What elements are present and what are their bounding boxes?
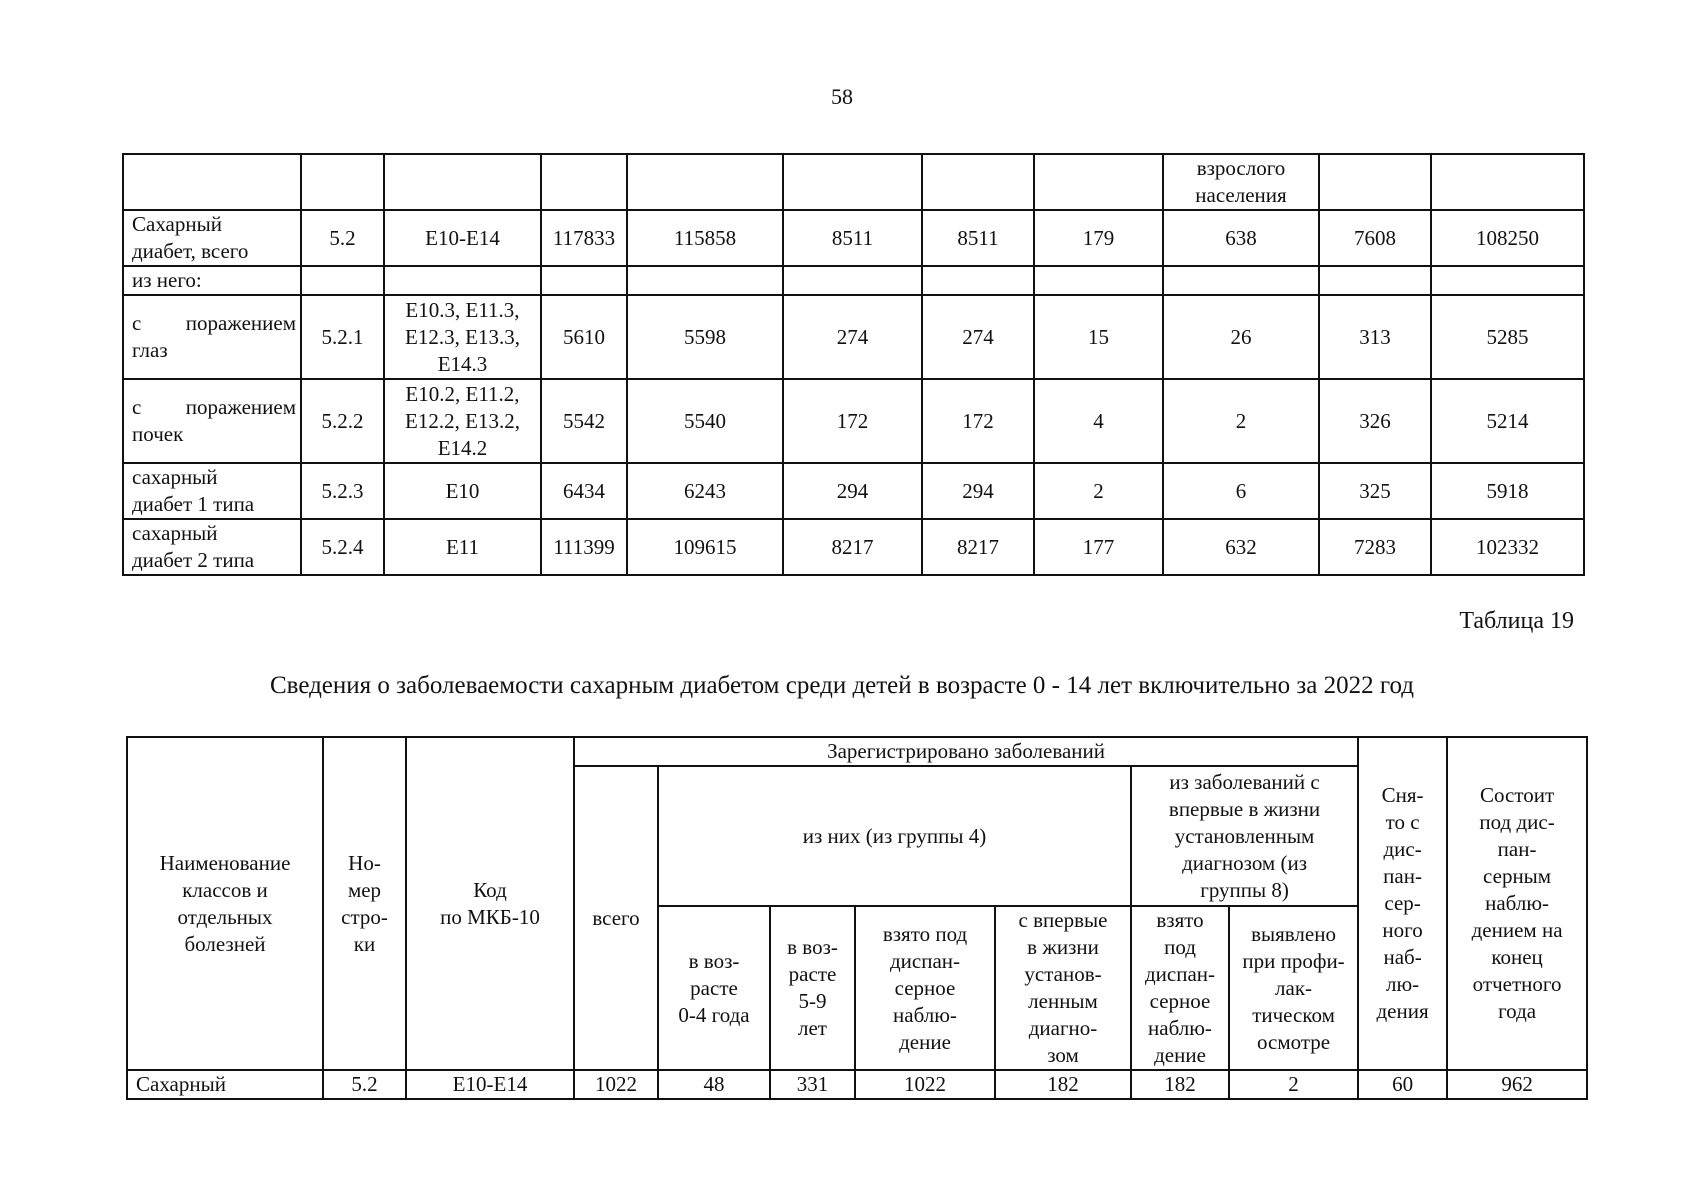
table-row [127,1070,1587,1099]
table-continued [122,153,1585,576]
row-value: 2 [1163,379,1319,463]
header-code: Код по МКБ-10 [406,737,574,1070]
header-detected-prophylactic: выявлено при профи- лак- тическом осмотре [1229,906,1358,1070]
row-value: 5542 [541,379,627,463]
table-title: Сведения о заболеваемости сахарным диабетом среди детей в возрасте 0 - 14 лет включительно за 2022 год [269,672,1414,699]
row-value: 182 [1131,1070,1229,1099]
row-value: 313 [1319,295,1431,379]
row-value: 962 [1447,1070,1587,1099]
row-value: 5214 [1431,379,1584,463]
header-removed: Сня- то с дис- пан- сер- ного наб- лю- дения [1358,737,1447,1070]
row-value: 1022 [574,1070,658,1099]
row-line: 5.2.3 [301,463,384,519]
table-19 [126,736,1588,1100]
header-name: Наименование классов и отдельных болезней [127,737,323,1070]
row-value: 177 [1034,519,1163,575]
row-name: Сахарный [127,1070,323,1099]
subheading: из него: [123,266,301,295]
table-caption: Таблица 19 [1459,608,1574,634]
row-name: сахарный диабет 2 типа [123,519,301,575]
row-value: 179 [1034,210,1163,266]
row-value: 5285 [1431,295,1584,379]
header-line: Но- мер стро- ки [323,737,406,1070]
header-first-diagnosis: из заболеваний с впервые в жизни установленным диагнозом (из группы 8) [1131,766,1358,906]
header-age-0-4: в воз- расте 0-4 года [658,906,770,1070]
row-value: 26 [1163,295,1319,379]
row-name: Сахарный диабет, всего [123,210,301,266]
header-registered: Зарегистрировано заболеваний [574,737,1358,766]
row-line: 5.2 [301,210,384,266]
row-code: E10.3, E11.3, E12.3, E13.3, E14.3 [384,295,541,379]
row-value: 274 [922,295,1034,379]
row-value: 5610 [541,295,627,379]
row-code: E10 [384,463,541,519]
row-value: 6434 [541,463,627,519]
header-under-observation: Состоит под дис- пан- серным наблю- дением на конец отчетного года [1447,737,1587,1070]
row-value: 8511 [922,210,1034,266]
header-taken-dispensary: взято под диспан- серное наблю- дение [855,906,995,1070]
header-taken-dispensary-2: взято под диспан- серное наблю- дение [1131,906,1229,1070]
subheading-row [123,266,1584,295]
row-code: E11 [384,519,541,575]
row-value: 102332 [1431,519,1584,575]
row-code: E10-E14 [406,1070,574,1099]
row-value: 111399 [541,519,627,575]
row-line: 5.2.4 [301,519,384,575]
row-value: 2 [1034,463,1163,519]
row-value: 331 [770,1070,855,1099]
row-value: 60 [1358,1070,1447,1099]
page-number: 58 [831,84,853,109]
row-value: 1022 [855,1070,995,1099]
row-value: 15 [1034,295,1163,379]
row-value: 294 [783,463,922,519]
row-value: 5540 [627,379,783,463]
row-name: сахарный диабет 1 типа [123,463,301,519]
row-value: 182 [995,1070,1131,1099]
row-name: с поражением почек [123,379,301,463]
row-value: 172 [922,379,1034,463]
row-value: 172 [783,379,922,463]
table-row [123,519,1584,575]
row-value: 4 [1034,379,1163,463]
table-row [123,379,1584,463]
row-value: 2 [1229,1070,1358,1099]
row-value: 48 [658,1070,770,1099]
table-row [123,463,1584,519]
row-value: 5918 [1431,463,1584,519]
row-code: E10.2, E11.2, E12.2, E13.2, E14.2 [384,379,541,463]
row-value: 115858 [627,210,783,266]
table-row [123,210,1584,266]
row-line: 5.2.1 [301,295,384,379]
row-value: 117833 [541,210,627,266]
row-value: 294 [922,463,1034,519]
row-value: 6 [1163,463,1319,519]
header-of-them: из них (из группы 4) [658,766,1131,906]
header-total: всего [574,766,658,1070]
row-value: 632 [1163,519,1319,575]
row-value: 6243 [627,463,783,519]
table-header-row [123,154,1584,210]
table-row [123,295,1584,379]
row-name: с поражением глаз [123,295,301,379]
row-value: 7608 [1319,210,1431,266]
row-value: 5598 [627,295,783,379]
row-line: 5.2 [323,1070,406,1099]
header-age-5-9: в воз- расте 5-9 лет [770,906,855,1070]
row-value: 109615 [627,519,783,575]
row-value: 638 [1163,210,1319,266]
row-value: 8511 [783,210,922,266]
row-value: 326 [1319,379,1431,463]
header-row-1 [127,737,1587,766]
row-value: 108250 [1431,210,1584,266]
row-value: 325 [1319,463,1431,519]
row-code: E10-E14 [384,210,541,266]
row-value: 8217 [922,519,1034,575]
row-line: 5.2.2 [301,379,384,463]
row-value: 7283 [1319,519,1431,575]
row-value: 8217 [783,519,922,575]
header-first-in-life: с впервые в жизни установ- ленным диагно- зом [995,906,1131,1070]
header-cell: взрослого населения [1163,154,1319,210]
row-value: 274 [783,295,922,379]
